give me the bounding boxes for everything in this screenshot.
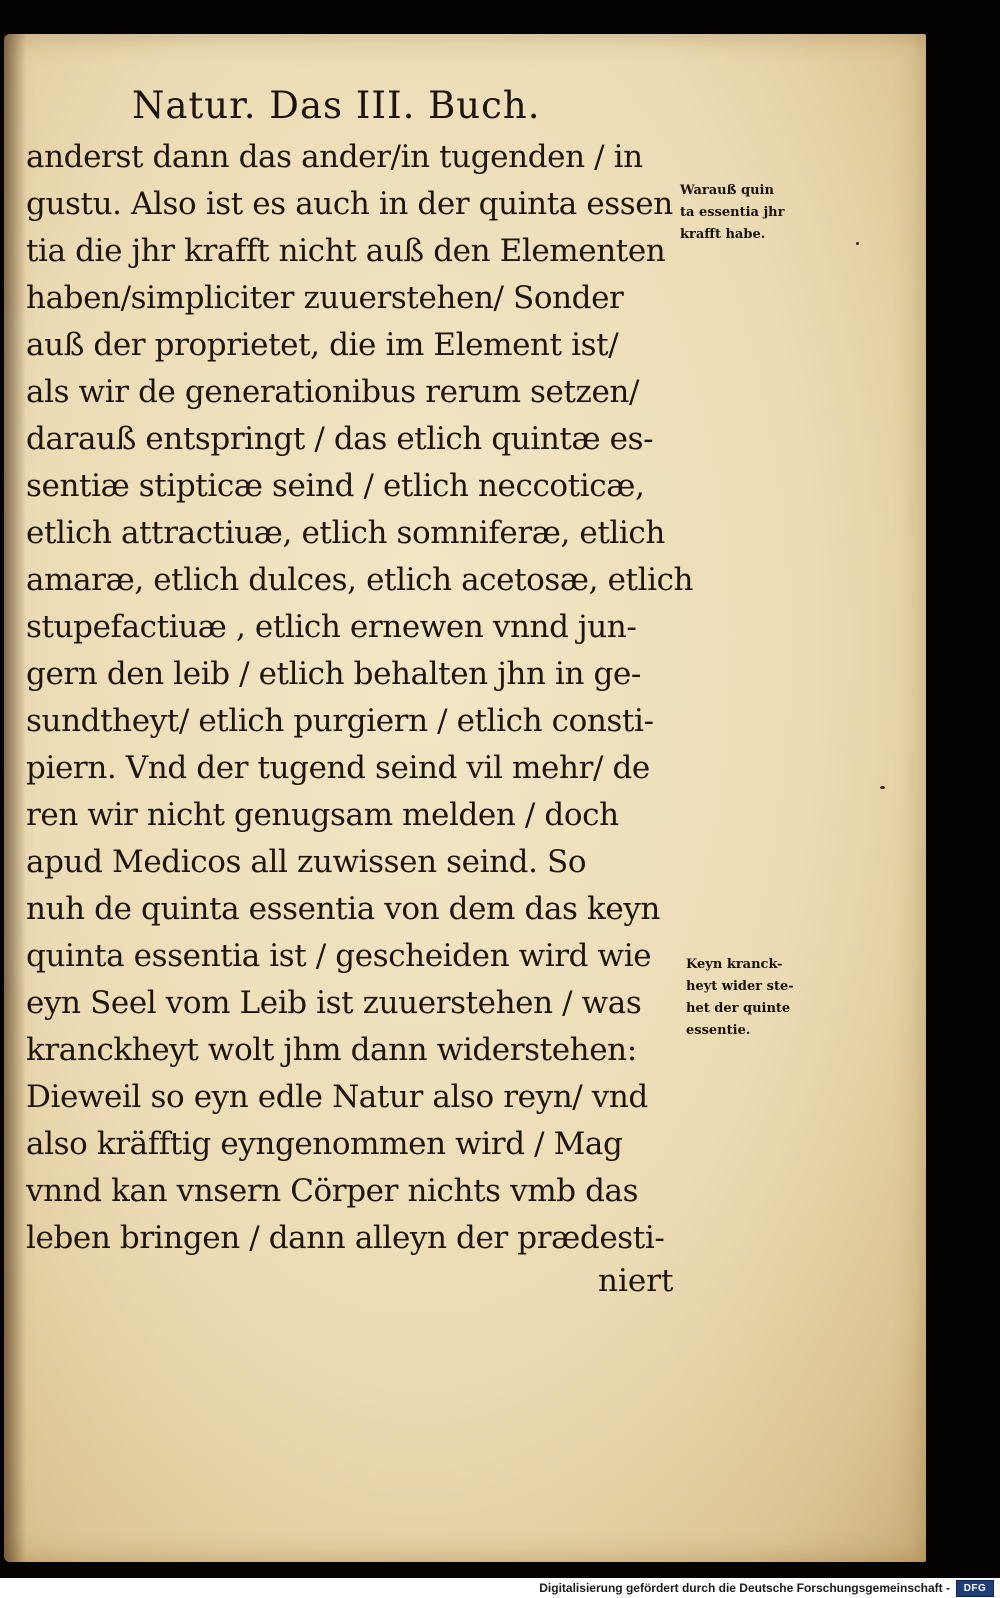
text-line: als wir de generationibus rerum setzen/	[26, 374, 640, 410]
marginal-note-line: het der quinte	[686, 1001, 791, 1016]
text-line: amaræ, etlich dulces, etlich acetosæ, etlich	[26, 562, 694, 598]
main-text-block	[26, 134, 694, 1262]
marginal-note-line: ta essentia jhr	[680, 205, 785, 220]
marginal-note-line: heyt wider ste-	[686, 979, 794, 994]
text-line: sundtheyt/ etlich purgiern / etlich consti-	[26, 703, 654, 739]
text-line: etlich attractiuæ, etlich somniferæ, etlich	[26, 515, 665, 551]
text-line: haben/simpliciter zuuerstehen/ Sonder	[26, 280, 624, 316]
text-line: quinta essentia ist / gescheiden wird wie	[26, 938, 652, 974]
marginal-note	[686, 954, 846, 1042]
paper-speck	[856, 242, 859, 245]
marginal-note-line: Keyn kranck-	[686, 957, 783, 972]
funding-credit: Digitalisierung gefördert durch die Deutsche Forschungsgemeinschaft -	[539, 1581, 950, 1595]
text-line: gustu. Also ist es auch in der quinta essen	[26, 186, 673, 222]
dfg-logo: DFG	[956, 1580, 994, 1597]
paper-speck	[880, 786, 885, 789]
text-line: piern. Vnd der tugend seind vil mehr/ de	[26, 750, 650, 786]
text-line: leben bringen / dann alleyn der prædesti-	[26, 1220, 665, 1256]
text-line: apud Medicos all zuwissen seind. So	[26, 844, 587, 880]
text-line: gern den leib / etlich behalten jhn in ge-	[26, 656, 641, 692]
text-line: darauß entspringt / das etlich quintæ es-	[26, 421, 654, 457]
marginal-note-line: Warauß quin	[680, 183, 774, 198]
catchword: niert	[598, 1263, 674, 1299]
text-line: eyn Seel vom Leib ist zuuerstehen / was	[26, 985, 642, 1021]
text-line: Dieweil so eyn edle Natur also reyn/ vnd	[26, 1079, 648, 1115]
marginal-note	[680, 180, 840, 246]
running-head: Natur. Das III. Buch.	[132, 84, 541, 127]
text-line: vnnd kan vnsern Cörper nichts vmb das	[26, 1173, 639, 1209]
text-line: nuh de quinta essentia von dem das keyn	[26, 891, 660, 927]
scanned-book-page	[4, 34, 926, 1562]
text-line: kranckheyt wolt jhm dann widerstehen:	[26, 1032, 637, 1068]
marginal-note-line: krafft habe.	[680, 227, 766, 242]
text-line: stupefactiuæ , etlich ernewen vnnd jun-	[26, 609, 637, 645]
text-line: also kräfftig eyngenommen wird / Mag	[26, 1126, 623, 1162]
text-line: tia die jhr krafft nicht auß den Elementen	[26, 233, 666, 269]
text-line: sentiæ stipticæ seind / etlich neccoticæ,	[26, 468, 645, 504]
text-line: auß der proprietet, die im Element ist/	[26, 327, 619, 363]
text-line: anderst dann das ander/in tugenden / in	[26, 139, 643, 175]
text-line: ren wir nicht genugsam melden / doch	[26, 797, 619, 833]
marginal-note-line: essentie.	[686, 1023, 751, 1038]
